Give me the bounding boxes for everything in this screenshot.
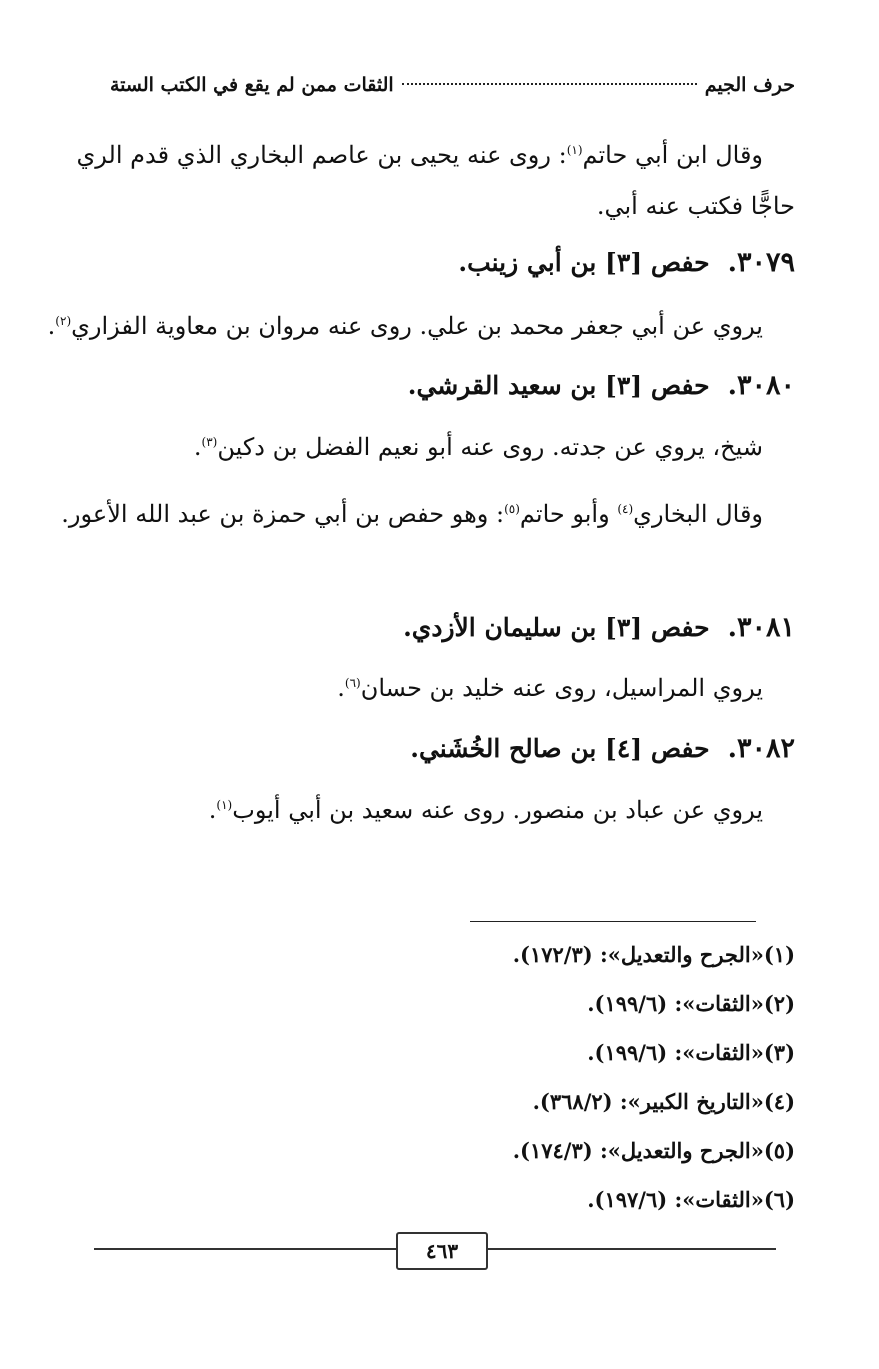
footnote-ref: (٤) — [617, 502, 634, 516]
intro-line-2: حاجًّا فكتب عنه أبي. — [596, 192, 795, 220]
entry-heading — [408, 370, 795, 401]
entry-text: يروي عن عباد بن منصور. روى عنه سعيد بن أبي أيوب$^{(١)}$. — [208, 796, 763, 824]
footnote-ref: (٢) — [55, 314, 72, 328]
entry-number: ٣٠٨١. — [727, 612, 795, 643]
page-bottom-rule-right — [484, 1248, 776, 1250]
entry-name: حفص [٣] بن أبي زينب. — [458, 248, 710, 277]
running-header — [110, 74, 795, 108]
footnote: (١)«الجرح والتعديل»: (١٧٢/٣). — [512, 942, 795, 967]
entry-heading — [403, 612, 795, 643]
entry-heading — [410, 733, 795, 764]
header-dot-leader — [402, 83, 697, 85]
footnote: (٣)«الثقات»: (١٩٩/٦). — [587, 1040, 795, 1065]
page-number: ٤٦٣ — [396, 1232, 488, 1270]
footnote-ref: (٥) — [504, 502, 520, 516]
entry-name: حفص [٣] بن سليمان الأزدي. — [403, 613, 710, 642]
footnote: (٤)«التاريخ الكبير»: (٣٦٨/٢). — [532, 1089, 795, 1114]
entry-number: ٣٠٨٢. — [727, 733, 795, 764]
entry-text: شيخ، يروي عن جدته. روى عنه أبو نعيم الفضل بن دكين$^{(٣)}$. — [193, 433, 763, 461]
footnote: (٥)«الجرح والتعديل»: (١٧٤/٣). — [512, 1138, 795, 1163]
page-bottom-rule-left — [94, 1248, 396, 1250]
entry-name: حفص [٣] بن سعيد القرشي. — [407, 371, 710, 400]
header-book-title: الثقات ممن لم يقع في الكتب الستة — [110, 74, 394, 96]
footnote-ref: (١) — [566, 143, 583, 157]
entry-text: يروي المراسيل، روى عنه خليد بن حسان$^{(٦)}$. — [337, 674, 763, 702]
entry-number: ٣٠٨٠. — [727, 370, 795, 401]
entry-number: ٣٠٧٩. — [727, 247, 795, 278]
footnote-separator — [470, 921, 756, 922]
entry-name: حفص [٤] بن صالح الخُشَني. — [410, 734, 710, 763]
entry-text-continued: وقال البخاري$^{(٤)}$ وأبو حاتم$^{(٥)}$: وهو حفص بن أبي حمزة بن عبد الله الأعور. — [61, 500, 763, 528]
header-chapter: حرف الجيم — [704, 74, 795, 96]
footnote: (٢)«الثقات»: (١٩٩/٦). — [587, 991, 795, 1016]
footnote: (٦)«الثقات»: (١٩٧/٦). — [587, 1187, 795, 1212]
footnote-ref: (١) — [216, 798, 233, 812]
entry-text: يروي عن أبي جعفر محمد بن علي. روى عنه مروان بن معاوية الفزاري$^{(٢)}$. — [47, 312, 763, 340]
footnote-ref: (٣) — [201, 435, 218, 449]
intro-line-1: وقال ابن أبي حاتم$^{(١)}$: روى عنه يحيى بن عاصم البخاري الذي قدم الري — [76, 141, 763, 169]
footnote-ref: (٦) — [344, 676, 361, 690]
entry-heading — [458, 247, 795, 278]
